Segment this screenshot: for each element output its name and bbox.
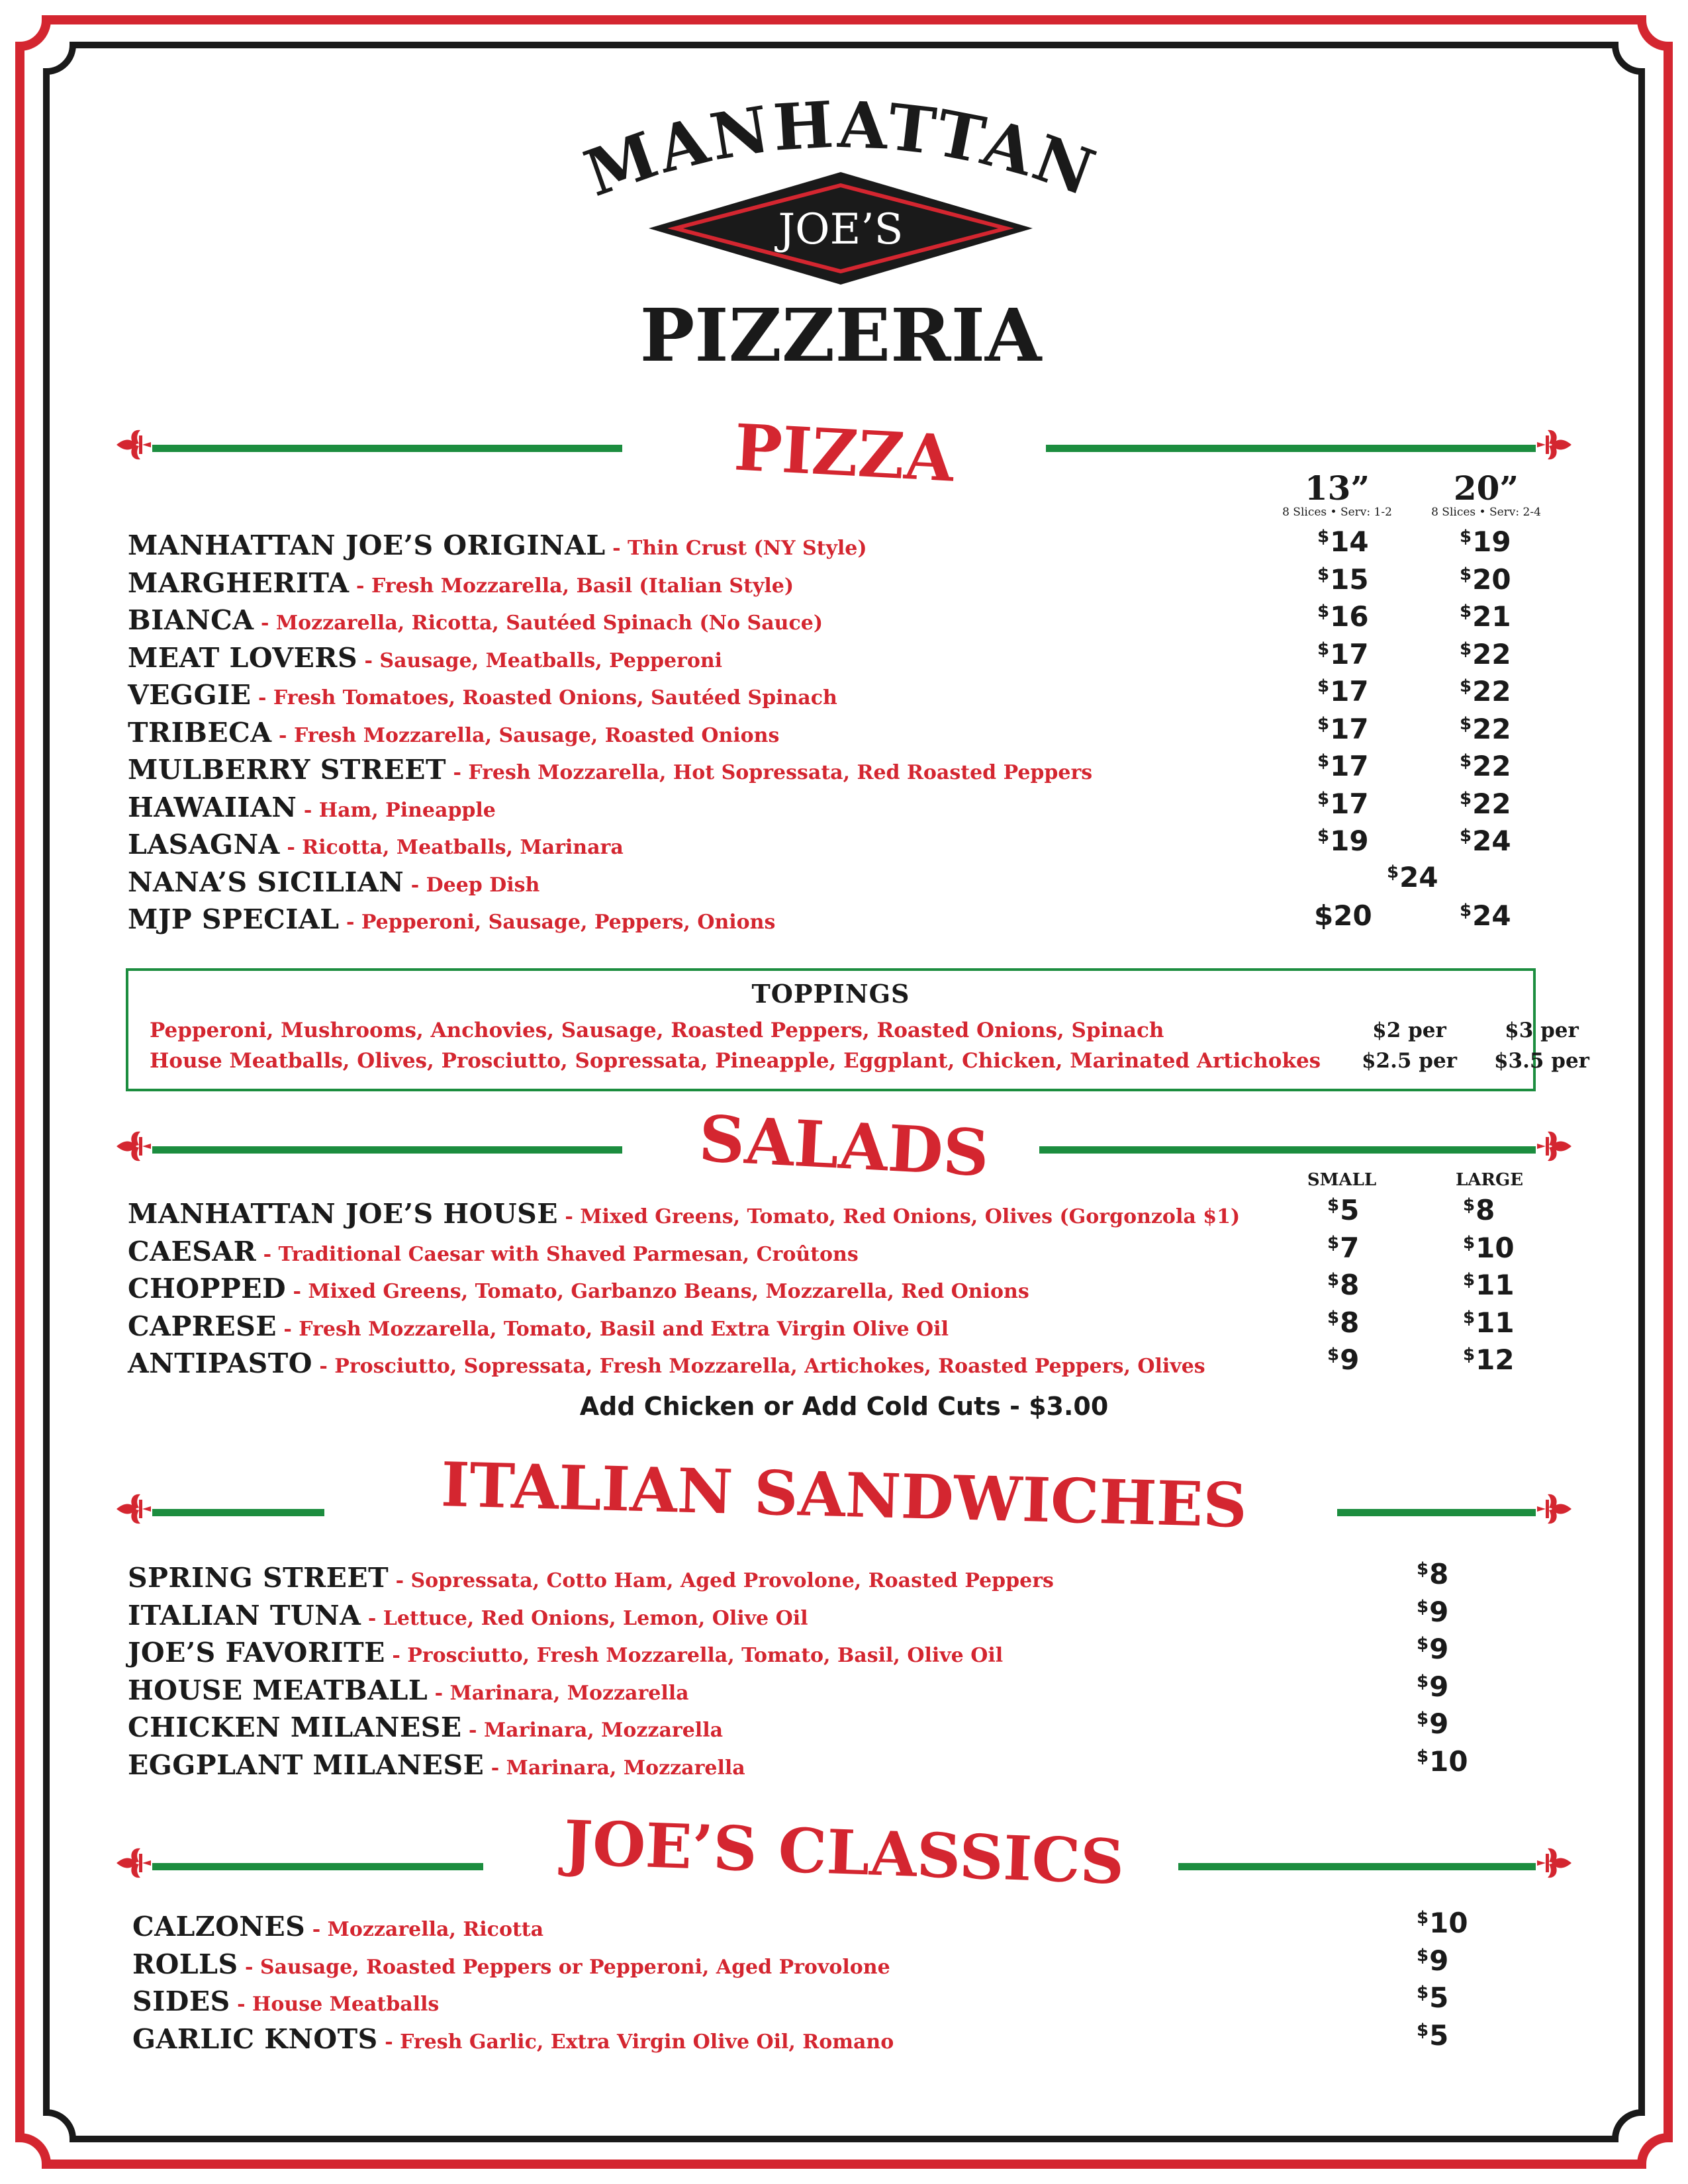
item-price: $7	[1327, 1231, 1360, 1264]
item-name: EGGPLANT MILANESE	[128, 1749, 485, 1781]
item-name: JOE’S FAVORITE	[128, 1637, 385, 1668]
item-description: - Sopressata, Cotto Ham, Aged Provolone, Roasted Peppers	[389, 1569, 1054, 1592]
item-price: $22	[1460, 712, 1511, 745]
menu-item	[128, 604, 823, 641]
item-description: - Fresh Tomatoes, Roasted Onions, Sautéed Spinach	[251, 686, 837, 709]
item-description: - Mozzarella, Ricotta, Sautéed Spinach (No Sauce)	[254, 612, 823, 635]
item-price: $12	[1463, 1343, 1515, 1376]
menu-item	[128, 866, 539, 903]
item-description: - Ricotta, Meatballs, Marinara	[279, 836, 624, 859]
item-price: $8	[1463, 1194, 1495, 1226]
item-price: $17	[1317, 712, 1369, 745]
section-title-salads: SALADS	[697, 1101, 991, 1191]
item-description: - Thin Crust (NY Style)	[605, 537, 867, 560]
item-price: $9	[1417, 1707, 1449, 1740]
item-price: $22	[1460, 637, 1511, 670]
item-description: - Mixed Greens, Tomato, Garbanzo Beans, Mozzarella, Red Onions	[286, 1280, 1029, 1303]
item-description: - Sausage, Roasted Peppers or Pepperoni, Aged Provolone	[238, 1955, 890, 1979]
menu-item	[132, 1985, 439, 2023]
col-head-small: SMALL	[1307, 1170, 1377, 1190]
item-name: SPRING STREET	[128, 1562, 389, 1594]
toppings-title: TOPPINGS	[751, 979, 910, 1009]
menu-item	[128, 1562, 1054, 1599]
item-name: TRIBECA	[128, 716, 272, 749]
item-price: $9	[1417, 1670, 1449, 1703]
item-description: - Mozzarella, Ricotta	[305, 1918, 544, 1941]
menu-item	[128, 1600, 808, 1637]
item-price: $8	[1417, 1558, 1449, 1590]
logo-top-word: MANHATTAN	[575, 99, 1107, 212]
section-title-classics: JOE’S CLASSICS	[562, 1807, 1126, 1898]
item-name: MARGHERITA	[128, 567, 350, 599]
item-price: $10	[1417, 1907, 1468, 1939]
menu-item	[132, 1911, 543, 1948]
item-price: $14	[1317, 525, 1369, 558]
item-name: CHICKEN MILANESE	[128, 1711, 462, 1743]
item-description: - Ham, Pineapple	[297, 798, 496, 822]
item-name: ROLLS	[132, 1948, 238, 1980]
menu-item	[132, 1948, 890, 1985]
pizzeria-logo	[516, 99, 1165, 384]
item-name: CALZONES	[132, 1911, 306, 1942]
item-price: $17	[1317, 637, 1369, 670]
item-price: $9	[1417, 1595, 1449, 1628]
item-price: $17	[1317, 675, 1369, 707]
logo-bottom-word: PIZZERIA	[639, 293, 1042, 378]
item-description: - Deep Dish	[404, 873, 540, 897]
menu-item	[128, 903, 775, 940]
item-name: ITALIAN TUNA	[128, 1599, 361, 1631]
item-name: MEAT LOVERS	[128, 641, 358, 674]
item-description: - Lettuce, Red Onions, Lemon, Olive Oil	[361, 1606, 808, 1630]
section-title-pizza: PIZZA	[732, 410, 956, 496]
item-price: $22	[1460, 750, 1511, 782]
toppings-price-small: $2 per	[1372, 1019, 1446, 1042]
item-name: HAWAIIAN	[128, 791, 297, 823]
menu-item	[128, 1347, 1205, 1385]
item-name: MANHATTAN JOE’S HOUSE	[128, 1198, 558, 1230]
item-price: $24	[1387, 860, 1438, 893]
item-description: - Fresh Mozzarella, Sausage, Roasted Onions	[271, 723, 780, 747]
item-description: - Marinara, Mozzarella	[461, 1719, 724, 1742]
item-description: - Marinara, Mozzarella	[428, 1681, 689, 1705]
item-price: $10	[1463, 1231, 1515, 1264]
item-price: $8	[1327, 1306, 1360, 1339]
item-price: $19	[1317, 825, 1369, 857]
menu-item	[128, 754, 1092, 791]
item-price: $20	[1460, 563, 1511, 596]
menu-item	[128, 1236, 859, 1273]
item-description: - Fresh Mozzarella, Hot Sopressata, Red Roasted Peppers	[446, 761, 1093, 784]
item-description: - Fresh Garlic, Extra Virgin Olive Oil, Romano	[377, 2030, 894, 2054]
item-price: $9	[1327, 1343, 1360, 1376]
toppings-price-large: $3 per	[1505, 1019, 1579, 1042]
menu-item	[128, 1674, 689, 1711]
item-description: - House Meatballs	[230, 1993, 440, 2016]
item-name: HOUSE MEATBALL	[128, 1674, 428, 1706]
item-name: MJP SPECIAL	[128, 903, 340, 935]
toppings-box	[126, 968, 1590, 1091]
section-title-sandwiches: ITALIAN SANDWICHES	[440, 1449, 1248, 1541]
menu-item	[128, 717, 779, 754]
menu-item	[128, 1711, 723, 1749]
item-name: CAESAR	[128, 1235, 257, 1267]
item-description: - Fresh Mozzarella, Tomato, Basil and Extra Virgin Olive Oil	[276, 1317, 949, 1341]
menu-item	[128, 642, 722, 679]
item-name: LASAGNA	[128, 829, 280, 860]
item-price: $20	[1314, 899, 1372, 932]
item-description: - Prosciutto, Fresh Mozzarella, Tomato, Basil, Olive Oil	[385, 1644, 1004, 1667]
item-name: CHOPPED	[128, 1273, 287, 1304]
item-price: $11	[1463, 1269, 1515, 1301]
item-description: - Sausage, Meatballs, Pepperoni	[357, 649, 723, 672]
item-price: $9	[1417, 1633, 1449, 1665]
menu-item	[128, 567, 794, 604]
item-price: $22	[1460, 675, 1511, 707]
menu-item	[128, 1310, 949, 1347]
item-price: $11	[1463, 1306, 1515, 1339]
item-price: $17	[1317, 750, 1369, 782]
item-name: MULBERRY STREET	[128, 754, 447, 786]
menu-item	[128, 1273, 1029, 1310]
item-name: CAPRESE	[128, 1310, 277, 1342]
item-price: $15	[1317, 563, 1369, 596]
menu-item	[128, 1749, 745, 1786]
item-description: - Mixed Greens, Tomato, Red Onions, Olives (Gorgonzola $1)	[557, 1205, 1241, 1228]
item-price: $21	[1460, 600, 1511, 633]
col-head-13: 13” 8 Slices • Serv: 1-2	[1282, 469, 1392, 519]
item-price: $5	[1417, 1981, 1449, 2014]
item-description: - Traditional Caesar with Shaved Parmesan, Croûtons	[256, 1242, 859, 1266]
item-price: $24	[1460, 899, 1511, 932]
item-price: $16	[1317, 600, 1369, 633]
menu-item	[132, 2023, 894, 2060]
item-description: - Fresh Mozzarella, Basil (Italian Style)	[349, 574, 794, 598]
item-name: ANTIPASTO	[128, 1347, 312, 1379]
toppings-price-small: $2.5 per	[1361, 1049, 1458, 1073]
menu-item	[128, 829, 624, 866]
toppings-list: Pepperoni, Mushrooms, Anchovies, Sausage, Roasted Peppers, Roasted Onions, Spinach	[150, 1019, 1164, 1042]
item-price: $19	[1460, 525, 1511, 558]
item-name: GARLIC KNOTS	[132, 2023, 378, 2055]
menu-item	[128, 529, 867, 567]
col-head-20: 20” 8 Slices • Serv: 2-4	[1431, 469, 1541, 519]
item-description: - Prosciutto, Sopressata, Fresh Mozzarella, Artichokes, Roasted Peppers, Olives	[312, 1355, 1205, 1378]
item-price: $5	[1417, 2019, 1449, 2052]
item-price: $9	[1417, 1944, 1449, 1977]
item-name: NANA’S SICILIAN	[128, 866, 404, 898]
logo-badge: JOE’S	[778, 205, 904, 254]
item-name: MANHATTAN JOE’S ORIGINAL	[128, 529, 606, 561]
item-name: VEGGIE	[128, 679, 252, 711]
salad-addon-note: Add Chicken or Add Cold Cuts - $3.00	[579, 1392, 1109, 1421]
menu-item	[128, 792, 496, 829]
menu-item	[128, 679, 837, 716]
toppings-list: House Meatballs, Olives, Prosciutto, Sopressata, Pineapple, Eggplant, Chicken, Marinated Artichokes	[150, 1049, 1321, 1073]
item-price: $10	[1417, 1745, 1468, 1778]
toppings-price-large: $3.5 per	[1493, 1049, 1590, 1073]
item-name: SIDES	[132, 1985, 230, 2017]
item-description: - Pepperoni, Sausage, Peppers, Onions	[339, 911, 776, 934]
menu-item	[128, 1637, 1003, 1674]
item-description: - Marinara, Mozzarella	[484, 1756, 745, 1780]
col-head-large: LARGE	[1455, 1170, 1524, 1190]
item-price: $8	[1327, 1269, 1360, 1301]
item-price: $17	[1317, 787, 1369, 820]
item-price: $24	[1460, 825, 1511, 857]
item-name: BIANCA	[128, 604, 254, 636]
item-price: $22	[1460, 787, 1511, 820]
item-price: $5	[1327, 1194, 1360, 1226]
menu-item	[128, 1198, 1240, 1235]
